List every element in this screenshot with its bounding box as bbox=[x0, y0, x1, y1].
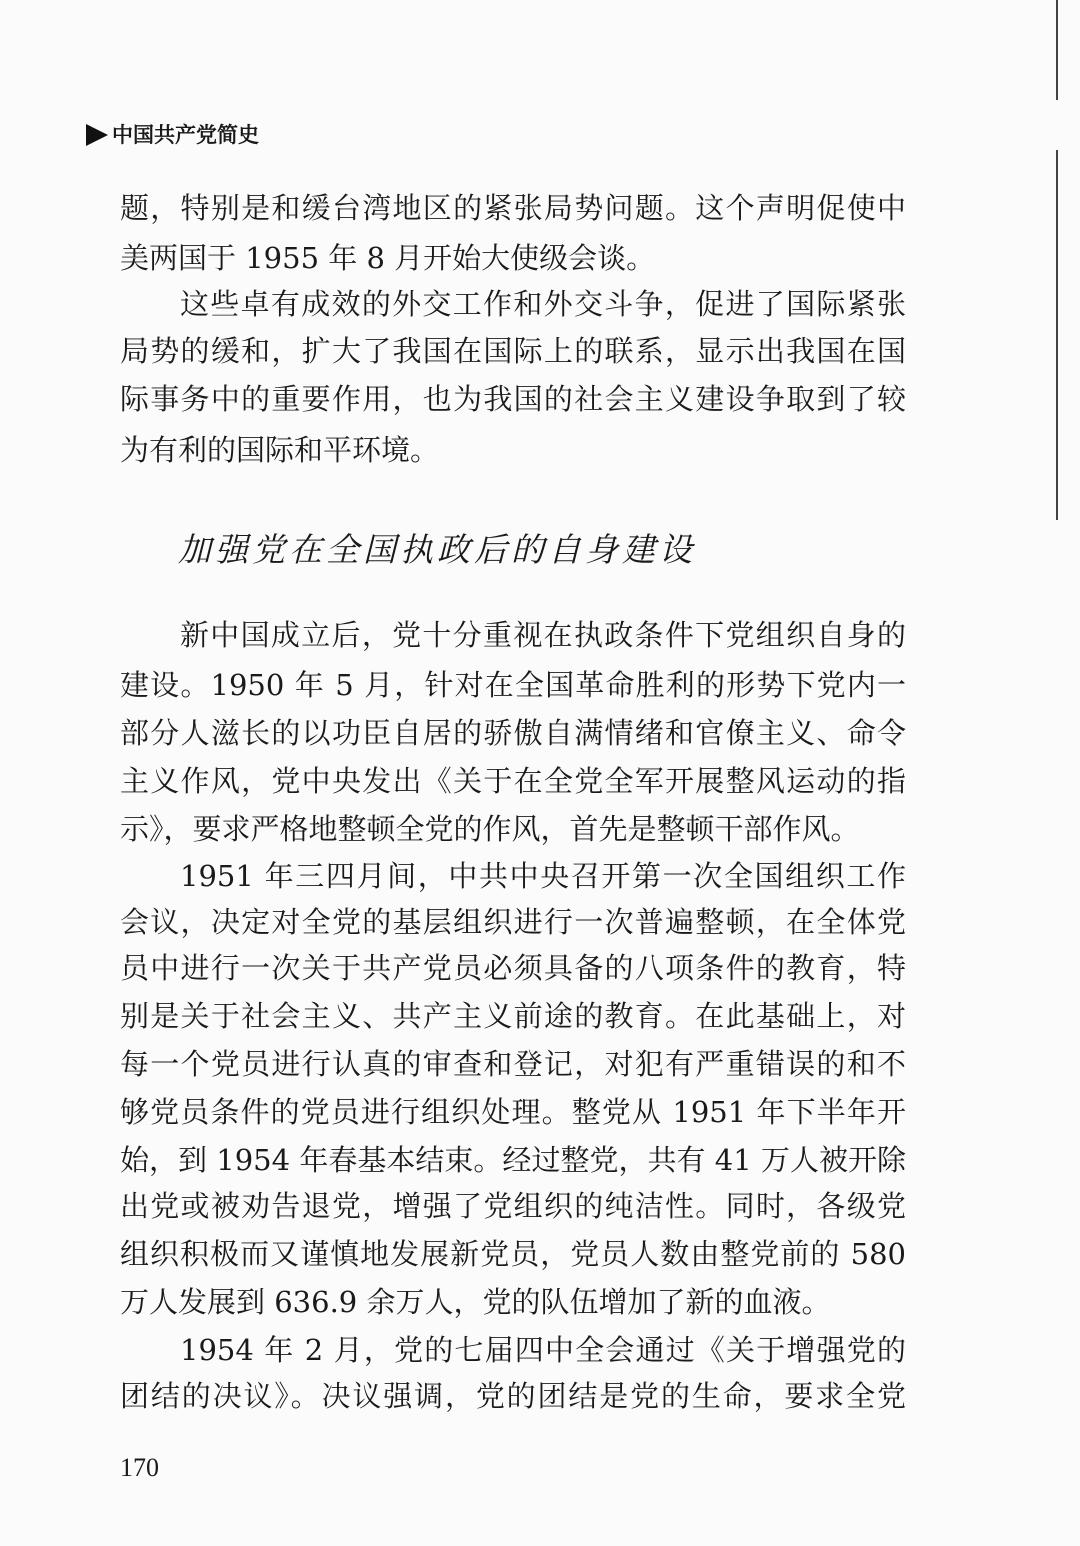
text-line: 题，特别是和缓台湾地区的紧张局势问题。这个声明促使中 bbox=[120, 191, 906, 225]
text-line: 会议，决定对全党的基层组织进行一次普遍整顿，在全体党 bbox=[120, 905, 906, 939]
text-line: 出党或被劝告退党，增强了党组织的纯洁性。同时，各级党 bbox=[120, 1189, 906, 1223]
text-line: 建设。1950 年 5 月，针对在全国革命胜利的形势下党内一 bbox=[120, 668, 906, 702]
text-line: 际事务中的重要作用，也为我国的社会主义建设争取到了较 bbox=[120, 382, 906, 416]
text-line: 1951 年三四月间，中共中央召开第一次全国组织工作 bbox=[180, 859, 906, 893]
text-line: 1954 年 2 月，党的七届四中全会通过《关于增强党的 bbox=[180, 1333, 906, 1367]
text-line: 组织积极而又谨慎地发展新党员，党员人数由整党前的 580 bbox=[120, 1237, 906, 1271]
page-edge-line bbox=[1056, 150, 1058, 520]
page-edge-line bbox=[1056, 0, 1058, 100]
text-line: 别是关于社会主义、共产主义前途的教育。在此基础上，对 bbox=[120, 999, 906, 1033]
text-line: 够党员条件的党员进行组织处理。整党从 1951 年下半年开 bbox=[120, 1095, 906, 1129]
text-line: 这些卓有成效的外交工作和外交斗争，促进了国际紧张 bbox=[180, 287, 906, 321]
text-line: 新中国成立后，党十分重视在执政条件下党组织自身的 bbox=[180, 618, 906, 652]
text-line: 万人发展到 636.9 余万人，党的队伍增加了新的血液。 bbox=[120, 1285, 831, 1319]
text-line: 始，到 1954 年春基本结束。经过整党，共有 41 万人被开除 bbox=[120, 1143, 906, 1177]
text-line: 每一个党员进行认真的审查和登记，对犯有严重错误的和不 bbox=[120, 1047, 906, 1081]
text-line: 员中进行一次关于共产党员必须具备的八项条件的教育，特 bbox=[120, 951, 906, 985]
running-header-title: 中国共产党简史 bbox=[112, 123, 259, 147]
text-line: 团结的决议》。决议强调，党的团结是党的生命，要求全党 bbox=[120, 1379, 906, 1413]
section-heading: 加强党在全国执政后的自身建设 bbox=[178, 530, 696, 569]
text-line: 主义作风，党中央发出《关于在全党全军开展整风运动的指 bbox=[120, 764, 906, 798]
text-line: 部分人滋长的以功臣自居的骄傲自满情绪和官僚主义、命令 bbox=[120, 716, 906, 750]
text-line: 为有利的国际和平环境。 bbox=[120, 433, 440, 467]
page-number: 170 bbox=[120, 1453, 159, 1482]
running-header bbox=[86, 120, 259, 150]
triangle-marker-icon bbox=[86, 124, 108, 146]
text-line: 美两国于 1955 年 8 月开始大使级会谈。 bbox=[120, 241, 656, 275]
text-line: 示》，要求严格地整顿全党的作风，首先是整顿干部作风。 bbox=[120, 812, 860, 846]
text-line: 局势的缓和，扩大了我国在国际上的联系，显示出我国在国 bbox=[120, 334, 906, 368]
